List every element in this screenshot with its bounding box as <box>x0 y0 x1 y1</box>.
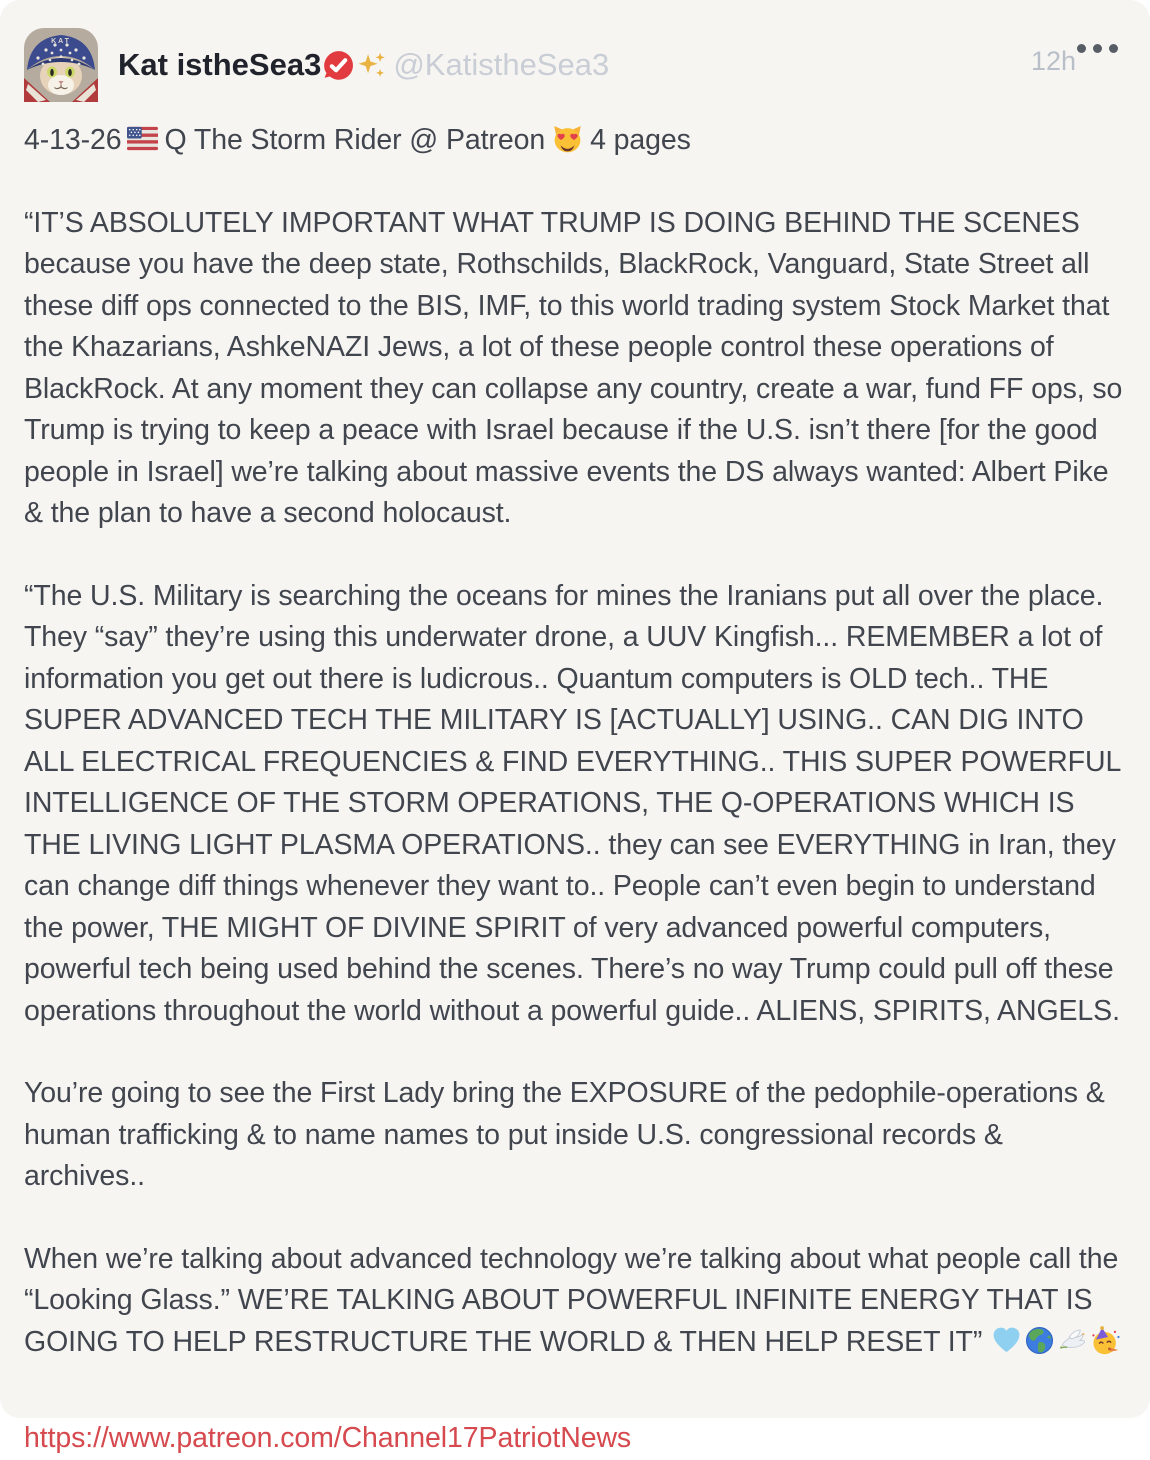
post-paragraph-4: When we’re talking about advanced technology we’re talking about what people call the “Looking Glass.” WE’RE TALKING ABOUT POWERFUL INFINITE ENERGY THAT IS GOING TO HELP RESTRUCTURE THE WORLD & THEN HELP RESET IT” <box>24 1239 1126 1364</box>
user-handle[interactable]: @KatistheSea3 <box>393 46 610 82</box>
post-headline <box>24 120 1126 162</box>
avatar[interactable] <box>24 28 98 102</box>
headline-date: 4-13-26 <box>24 124 122 156</box>
name-line <box>118 48 609 82</box>
light-blue-heart-icon <box>991 1325 1022 1356</box>
more-options-icon[interactable] <box>1073 40 1122 57</box>
headline-title: Q The Storm Rider @ Patreon <box>164 124 546 156</box>
globe-americas-icon <box>1024 1325 1055 1356</box>
headline-pages: 4 pages <box>590 124 691 156</box>
heart-eyes-cat-icon <box>552 123 583 154</box>
sparkles-icon <box>356 50 387 81</box>
verified-badge-icon <box>323 50 354 81</box>
avatar-cat-image <box>24 28 98 102</box>
post-header <box>0 0 1150 102</box>
post-paragraph-3: You’re going to see the First Lady bring the EXPOSURE of the pedophile-operations & human trafficking & to name names to put inside U.S. congressional records & archives.. <box>24 1077 1105 1192</box>
post-paragraph-1: “IT’S ABSOLUTELY IMPORTANT WHAT TRUMP IS DOING BEHIND THE SCENES because you have the deep state, Rothschilds, BlackRock, Vanguard, State Street all these diff ops connected to the BIS, IMF, to this world trading system Stock Market that the Khazarians, AshkeNAZI Jews, a lot of these people control these operations of BlackRock. At any moment they can collapse any country, create a war, fund FF ops, so Trump is trying to keep a peace with Israel because if the U.S. isn’t there [for the good people in Israel] we’re talking about massive events the DS always wanted: Albert Pike & the plan to have a second holocaust. <box>24 206 1123 529</box>
post-paragraph-2: “The U.S. Military is searching the oceans for mines the Iranians put all over the place. They “say” they’re using this underwater drone, a UUV Kingfish... REMEMBER a lot of information you get out there is ludicrous.. Quantum computers is OLD tech.. THE SUPER ADVANCED TECH THE MILITARY IS [ACTUALLY] USING.. CAN DIG INTO ALL ELECTRICAL FREQUENCIES & FIND EVERYTHING.. THIS SUPER POWERFUL INTELLIGENCE OF THE STORM OPERATIONS, THE Q-OPERATIONS WHICH IS THE LIVING LIGHT PLASMA OPERATIONS.. they can see EVERYTHING in Iran, they can change diff things whenever they want to.. People can’t even begin to understand the power, THE MIGHT OF DIVINE SPIRIT of very advanced powerful computers, powerful tech being used behind the scenes. There’s no way Trump could pull off these operations throughout the world without a powerful guide.. ALIENS, SPIRITS, ANGELS. <box>24 579 1121 1027</box>
patreon-link[interactable]: https://www.patreon.com/Channel17PatriotNews <box>24 1422 632 1454</box>
us-flag-icon <box>127 123 158 154</box>
partying-face-icon <box>1090 1325 1121 1356</box>
svg-text:KAT: KAT <box>51 38 71 45</box>
display-name[interactable]: Kat istheSea3 <box>118 46 322 82</box>
post-timestamp[interactable]: 12h <box>1030 46 1076 76</box>
post-body <box>0 120 1150 1460</box>
dove-icon <box>1057 1325 1088 1356</box>
